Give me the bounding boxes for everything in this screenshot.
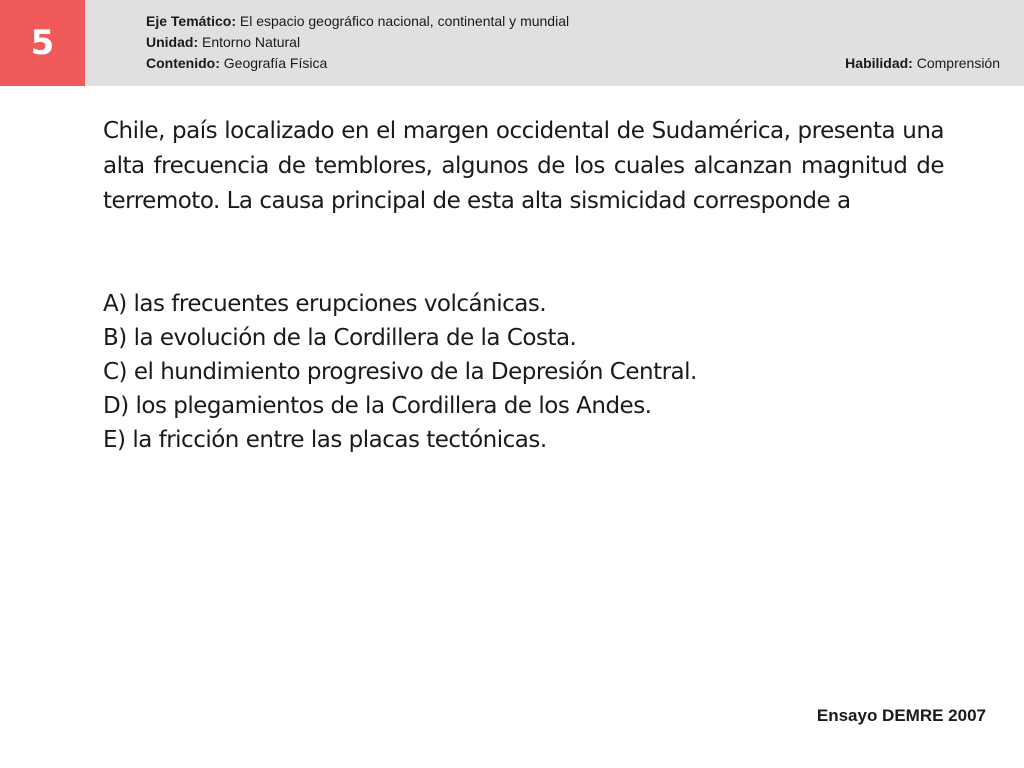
unidad-line bbox=[146, 34, 300, 51]
eje-tematico-line bbox=[146, 13, 569, 30]
option-b: B) la evolución de la Cordillera de la Costa. bbox=[103, 325, 577, 351]
eje-tematico-value: El espacio geográfico nacional, continental y mundial bbox=[239, 13, 570, 29]
unidad-label: Unidad: bbox=[146, 34, 199, 50]
eje-tematico-label: Eje Temático: bbox=[146, 13, 236, 29]
option-e: E) la fricción entre las placas tectónicas. bbox=[103, 427, 547, 453]
answer-options bbox=[103, 287, 963, 457]
option-a: A) las frecuentes erupciones volcánicas. bbox=[103, 291, 547, 317]
habilidad-label: Habilidad: bbox=[845, 55, 913, 71]
source-label: Ensayo DEMRE 2007 bbox=[816, 706, 986, 725]
contenido-value: Geografía Física bbox=[223, 55, 328, 71]
question-number-badge: 5 bbox=[0, 0, 85, 86]
option-d: D) los plegamientos de la Cordillera de los Andes. bbox=[103, 393, 652, 419]
option-c: C) el hundimiento progresivo de la Depresión Central. bbox=[103, 359, 697, 385]
habilidad-line bbox=[845, 55, 1000, 72]
unidad-value: Entorno Natural bbox=[202, 34, 301, 50]
contenido-label: Contenido: bbox=[146, 55, 220, 71]
question-stem: Chile, país localizado en el margen occidental de Sudamérica, presenta una alta frecuencia de temblores, algunos de los cuales alcanzan magnitud de terremoto. La causa principal de esta alta sismicidad corresponde a bbox=[103, 118, 944, 214]
habilidad-value: Comprensión bbox=[916, 55, 1000, 71]
contenido-line bbox=[146, 55, 327, 72]
